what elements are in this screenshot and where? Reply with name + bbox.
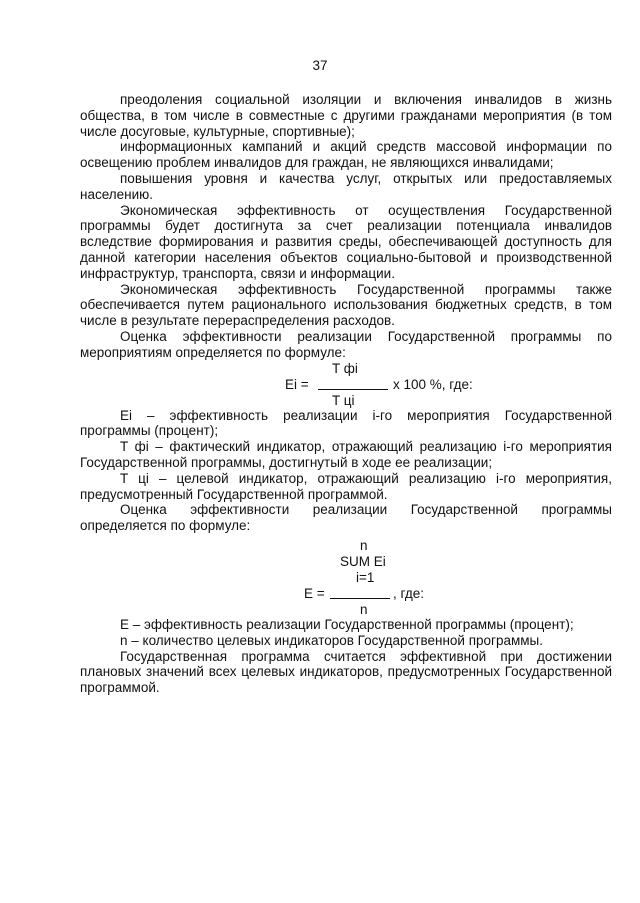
- fraction-line: [330, 584, 390, 599]
- formula-sum-index: i=1: [356, 569, 375, 585]
- formula-rhs: x 100 %, где:: [393, 376, 473, 392]
- formula-program-efficiency: [80, 534, 612, 617]
- paragraph: информационных кампаний и акций средств массовой информации по освещению проблем инвалидов для граждан, не являющихся инвалидами;: [80, 139, 612, 171]
- paragraph: Оценка эффективности реализации Государственной программы определяется по формуле:: [80, 502, 612, 534]
- fraction-line: [318, 375, 388, 390]
- paragraph: Государственная программа считается эффективной при достижении плановых значений всех целевых индикаторов, предусмотренных Государственной программой.: [80, 648, 612, 696]
- formula-activity-efficiency: [80, 361, 612, 408]
- formula-numerator: T фi: [332, 360, 358, 376]
- formula-sum: SUM Ei: [340, 553, 386, 569]
- formula-lhs: E =: [304, 585, 325, 601]
- paragraph: T цi – целевой индикатор, отражающий реализацию i-го мероприятия, предусмотренный Государственной программой.: [80, 470, 612, 502]
- paragraph: преодоления социальной изоляции и включения инвалидов в жизнь общества, в том числе в совместные с другими гражданами мероприятия (в том числе досуговые, культурные, спортивные);: [80, 92, 612, 139]
- paragraph: Оценка эффективности реализации Государственной программы по мероприятиям определяется по формуле:: [80, 328, 612, 360]
- page-number: 37: [312, 58, 328, 73]
- formula-lhs: Ei =: [285, 376, 309, 392]
- paragraph: T фi – фактический индикатор, отражающий реализацию i-го мероприятия Государственной программы, достигнутый в ходе ее реализации;: [80, 439, 612, 470]
- paragraph: повышения уровня и качества услуг, открытых или предоставляемых населению.: [80, 170, 612, 202]
- paragraph: E – эффективность реализации Государственной программы (процент);: [120, 616, 574, 632]
- paragraph: n – количество целевых индикаторов Государственной программы.: [120, 632, 543, 648]
- paragraph: Экономическая эффективность от осуществления Государственной программы будет достигнута за счет реализации потенциала инвалидов вследствие формирования и развития среды, обеспечивающей доступность для данной категории населения объектов социально-бытовой и производственной инфраструктур, транспорта, связи и информации.: [80, 202, 612, 281]
- formula-sum-upper: n: [360, 537, 368, 553]
- formula-rhs: , где:: [393, 585, 424, 601]
- paragraph: Экономическая эффективность Государственной программы также обеспечивается путем рационального использования бюджетных средств, в том числе в результате перераспределения расходов.: [80, 281, 612, 329]
- formula-denominator: T цi: [332, 392, 355, 408]
- document-body: [80, 92, 612, 696]
- formula-denominator: n: [360, 601, 368, 617]
- paragraph: Ei – эффективность реализации i-го мероприятия Государственной программы (процент);: [80, 407, 612, 439]
